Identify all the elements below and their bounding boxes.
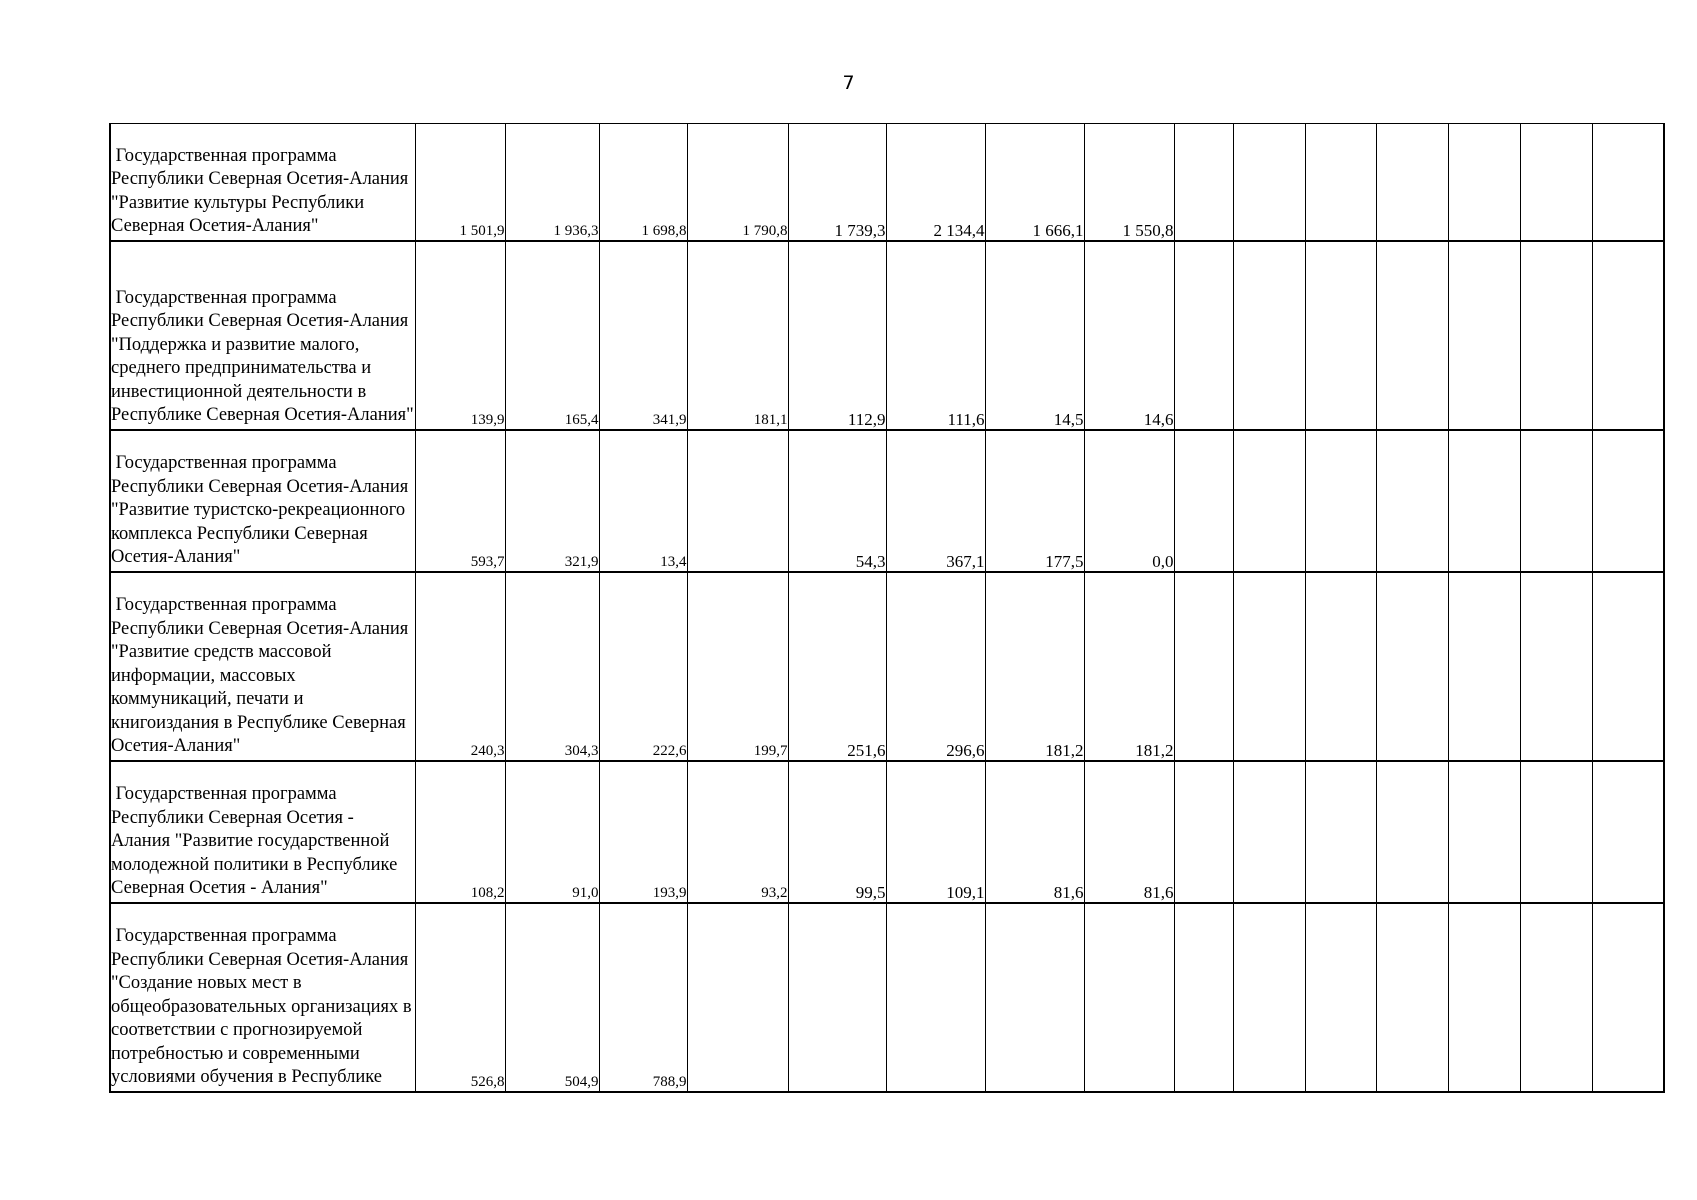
empty-cell — [1174, 572, 1233, 761]
program-name-cell — [110, 124, 415, 241]
table-row — [110, 124, 1664, 241]
empty-cell — [1448, 124, 1520, 241]
empty-cell — [1520, 124, 1592, 241]
value-cell: 504,9 — [505, 903, 599, 1092]
value-cell: 321,9 — [505, 430, 599, 572]
value-cell: 526,8 — [415, 903, 505, 1092]
empty-cell — [1174, 241, 1233, 430]
value-cell: 93,2 — [687, 761, 788, 903]
value-cell: 139,9 — [415, 241, 505, 430]
value-cell: 251,6 — [788, 572, 886, 761]
value-cell: 177,5 — [985, 430, 1084, 572]
value-cell — [687, 430, 788, 572]
empty-cell — [1305, 761, 1376, 903]
table-row — [110, 241, 1664, 430]
table-row — [110, 903, 1664, 1092]
value-cell: 1 936,3 — [505, 124, 599, 241]
empty-cell — [1592, 241, 1664, 430]
empty-cell — [1448, 572, 1520, 761]
value-cell: 81,6 — [985, 761, 1084, 903]
value-cell: 81,6 — [1084, 761, 1174, 903]
empty-cell — [1174, 124, 1233, 241]
program-name: Государственная программа Республики Северная Осетия-Алания "Развитие культуры Республики Северная Осетия-Алания" — [111, 145, 409, 236]
value-cell: 99,5 — [788, 761, 886, 903]
empty-cell — [1520, 572, 1592, 761]
value-cell: 108,2 — [415, 761, 505, 903]
empty-cell — [1448, 430, 1520, 572]
empty-cell — [1520, 903, 1592, 1092]
page-number: 7 — [842, 72, 855, 94]
empty-cell — [1233, 761, 1305, 903]
table-row — [110, 572, 1664, 761]
value-cell: 1 739,3 — [788, 124, 886, 241]
empty-cell — [1233, 241, 1305, 430]
empty-cell — [1592, 430, 1664, 572]
value-cell: 112,9 — [788, 241, 886, 430]
value-cell: 13,4 — [599, 430, 687, 572]
empty-cell — [1305, 241, 1376, 430]
program-name: Государственная программа Республики Северная Осетия-Алания "Развитие туристско-рекреационного комплекса Республики Северная Осетия-Алания" — [111, 453, 409, 567]
value-cell: 199,7 — [687, 572, 788, 761]
value-cell — [886, 903, 985, 1092]
value-cell — [1084, 903, 1174, 1092]
empty-cell — [1448, 761, 1520, 903]
program-name: Государственная программа Республики Северная Осетия-Алания "Развитие средств массовой информации, массовых коммуникаций, печати и книгоиздания в Республике Северная Осетия-Алания" — [111, 595, 409, 756]
value-cell: 367,1 — [886, 430, 985, 572]
value-cell: 296,6 — [886, 572, 985, 761]
table-row — [110, 430, 1664, 572]
program-name-cell — [110, 903, 415, 1092]
value-cell: 1 550,8 — [1084, 124, 1174, 241]
empty-cell — [1520, 430, 1592, 572]
empty-cell — [1376, 903, 1448, 1092]
empty-cell — [1376, 572, 1448, 761]
value-cell: 1 790,8 — [687, 124, 788, 241]
value-cell: 181,1 — [687, 241, 788, 430]
empty-cell — [1305, 430, 1376, 572]
empty-cell — [1233, 572, 1305, 761]
value-cell: 788,9 — [599, 903, 687, 1092]
empty-cell — [1592, 761, 1664, 903]
value-cell — [687, 903, 788, 1092]
empty-cell — [1305, 572, 1376, 761]
empty-cell — [1592, 903, 1664, 1092]
value-cell: 14,6 — [1084, 241, 1174, 430]
value-cell: 111,6 — [886, 241, 985, 430]
empty-cell — [1233, 430, 1305, 572]
table-row — [110, 761, 1664, 903]
empty-cell — [1174, 903, 1233, 1092]
empty-cell — [1376, 241, 1448, 430]
program-name: Государственная программа Республики Северная Осетия-Алания "Поддержка и развитие малого, среднего предпринимательства и инвестиционной деятельности в Республике Северная Осетия-Алания" — [111, 287, 414, 425]
value-cell: 0,0 — [1084, 430, 1174, 572]
value-cell: 165,4 — [505, 241, 599, 430]
value-cell: 222,6 — [599, 572, 687, 761]
program-name-cell — [110, 761, 415, 903]
value-cell: 1 501,9 — [415, 124, 505, 241]
empty-cell — [1520, 241, 1592, 430]
program-name-cell — [110, 430, 415, 572]
empty-cell — [1233, 124, 1305, 241]
program-name: Государственная программа Республики Северная Осетия-Алания "Создание новых мест в общеобразовательных организациях в соответствии с прогнозируемой потребностью и современными условиями обучения в Республике — [111, 926, 412, 1087]
empty-cell — [1376, 124, 1448, 241]
program-name-cell — [110, 241, 415, 430]
empty-cell — [1520, 761, 1592, 903]
value-cell: 341,9 — [599, 241, 687, 430]
empty-cell — [1592, 572, 1664, 761]
empty-cell — [1592, 124, 1664, 241]
empty-cell — [1233, 903, 1305, 1092]
empty-cell — [1376, 430, 1448, 572]
empty-cell — [1305, 903, 1376, 1092]
value-cell: 593,7 — [415, 430, 505, 572]
value-cell: 1 698,8 — [599, 124, 687, 241]
empty-cell — [1448, 241, 1520, 430]
program-name-cell — [110, 572, 415, 761]
value-cell: 240,3 — [415, 572, 505, 761]
value-cell: 181,2 — [1084, 572, 1174, 761]
value-cell: 91,0 — [505, 761, 599, 903]
value-cell: 14,5 — [985, 241, 1084, 430]
value-cell — [788, 903, 886, 1092]
empty-cell — [1376, 761, 1448, 903]
budget-table — [109, 123, 1665, 1093]
empty-cell — [1174, 761, 1233, 903]
empty-cell — [1305, 124, 1376, 241]
value-cell — [985, 903, 1084, 1092]
value-cell: 109,1 — [886, 761, 985, 903]
value-cell: 1 666,1 — [985, 124, 1084, 241]
program-name: Государственная программа Республики Северная Осетия - Алания "Развитие государственной молодежной политики в Республике Северная Осетия - Алания" — [111, 784, 398, 898]
empty-cell — [1174, 430, 1233, 572]
value-cell: 193,9 — [599, 761, 687, 903]
value-cell: 2 134,4 — [886, 124, 985, 241]
value-cell: 54,3 — [788, 430, 886, 572]
value-cell: 304,3 — [505, 572, 599, 761]
empty-cell — [1448, 903, 1520, 1092]
value-cell: 181,2 — [985, 572, 1084, 761]
